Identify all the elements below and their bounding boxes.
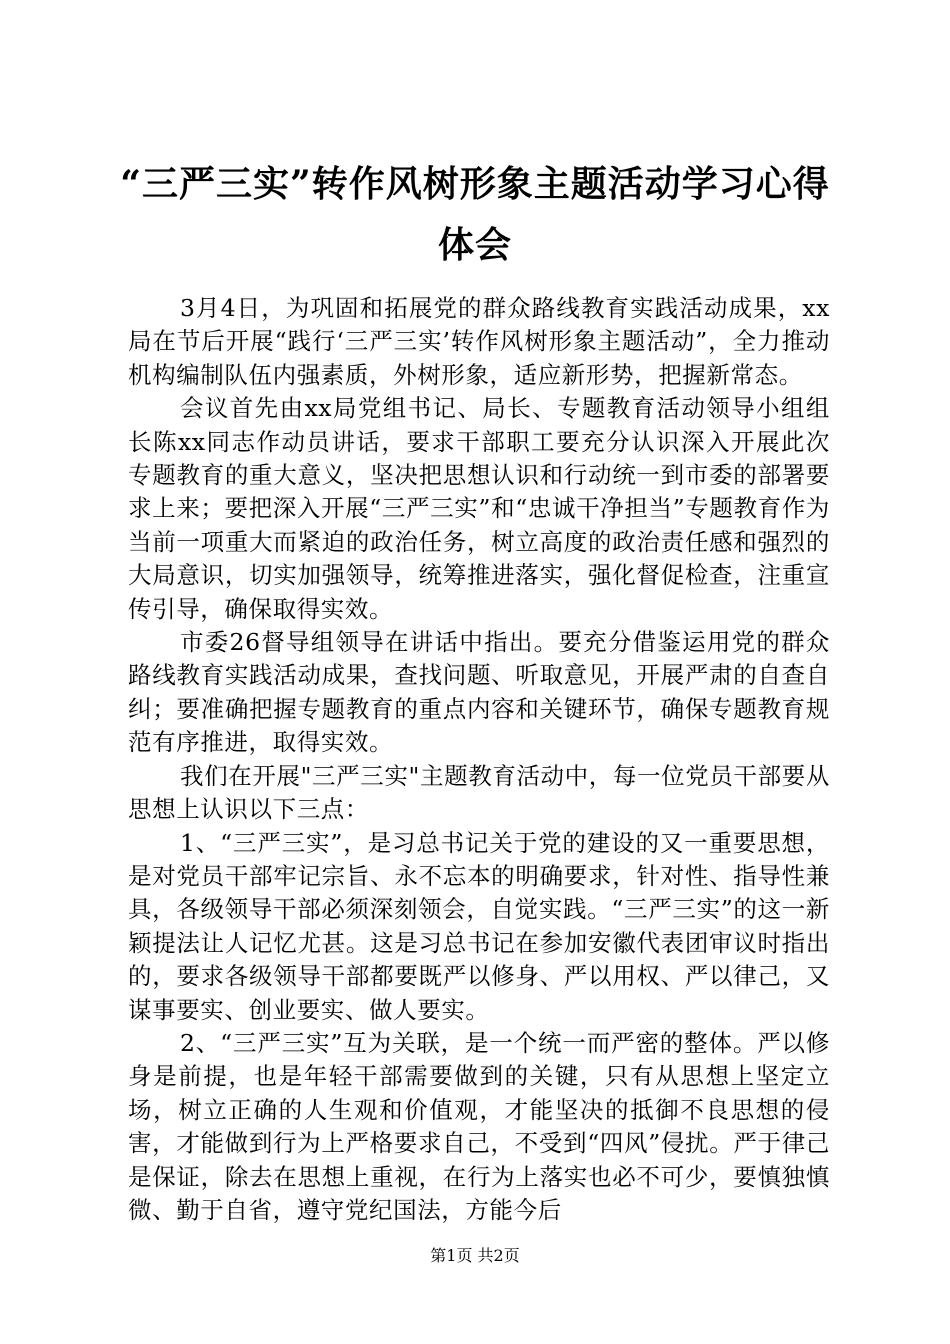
paragraph-2: 会议首先由xx局党组书记、局长、专题教育活动领导小组组长陈xx同志作动员讲话，要求干部职工要充分认识深入开展此次专题教育的重大意义，坚决把思想认识和行动统一到市委的部署要求上来；要把深入开展“三严三实”和“忠诚干净担当”专题教育作为当前一项重大而紧迫的政治任务，树立高度的政治责任感和强烈的大局意识，切实加强领导，统筹推进落实，强化督促检查，注重宣传引导，确保取得实效。	[128, 394, 830, 623]
document-body	[128, 292, 830, 1227]
paragraph-3: 市委26督导组领导在讲话中指出。要充分借鉴运用党的群众路线教育实践活动成果，查找问题、听取意见，开展严肃的自查自纠；要准确把握专题教育的重点内容和关键环节，确保专题教育规范有序推进，取得实效。	[128, 628, 830, 757]
paragraph-1: 3月4日，为巩固和拓展党的群众路线教育实践活动成果，xx局在节后开展“践行‘三严三实’转作风树形象主题活动”，全力推动机构编制队伍内强素质，外树形象，适应新形势，把握新常态。	[128, 294, 830, 389]
document-title-line-2: 体会	[437, 224, 512, 266]
page-number-footer: 第1页 共2页	[430, 1246, 520, 1265]
document-title-line-1: “三严三实”转作风树形象主题活动学习心得	[120, 163, 830, 205]
paragraph-6: 2、“三严三实”互为关联，是一个统一而严密的整体。严以修身是前提，也是年轻干部需要做到的关键，只有从思想上坚定立场，树立正确的人生观和价值观，才能坚决的抵御不良思想的侵害，才能做到行为上严格要求自己，不受到“四风”侵扰。严于律己是保证，除去在思想上重视，在行为上落实也必不可少，要慎独慎微、勤于自省，遵守党纪国法，方能今后	[128, 1028, 830, 1224]
paragraph-5: 1、“三严三实”，是习总书记关于党的建设的又一重要思想，是对党员干部牢记宗旨、永不忘本的明确要求，针对性、指导性兼具，各级领导干部必须深刻领会，自觉实践。“三严三实”的这一新颖提法让人记忆尤甚。这是习总书记在参加安徽代表团审议时指出的，要求各级领导干部都要既严以修身、严以用权、严以律己，又谋事要实、创业要实、做人要实。	[128, 828, 830, 1024]
paragraph-4: 我们在开展"三严三实"主题教育活动中，每一位党员干部要从思想上认识以下三点：	[128, 761, 830, 824]
